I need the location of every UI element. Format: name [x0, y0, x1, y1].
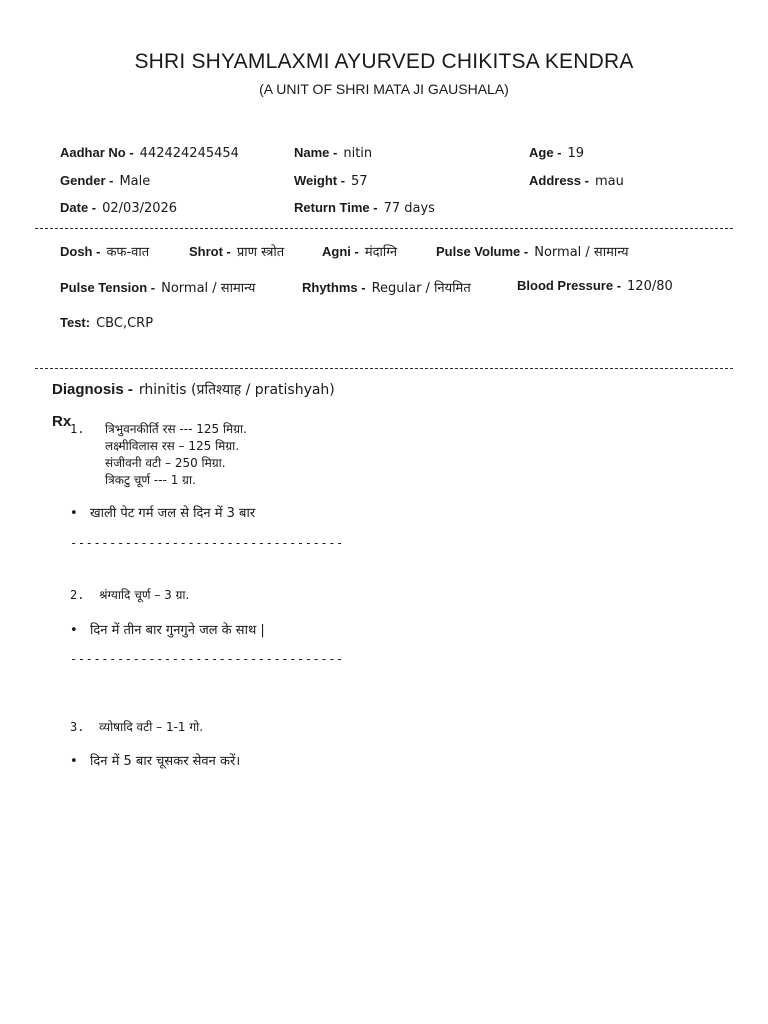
bullet-icon: • [70, 754, 78, 769]
aadhar-label: Aadhar No - [60, 145, 134, 160]
aadhar-field [60, 145, 239, 161]
diagnosis-label: Diagnosis - [52, 381, 133, 398]
agni-field [322, 242, 397, 260]
age-field [529, 145, 584, 161]
age-label: Age - [529, 145, 562, 160]
rhythms-value: Regular / नियमित [371, 281, 471, 296]
weight-field [294, 173, 368, 189]
test-value: CBC,CRP [96, 316, 154, 331]
gender-field [60, 173, 150, 189]
shrot-value: प्राण स्त्रोत [236, 245, 285, 260]
name-field [294, 145, 372, 161]
pulse-volume-field [436, 242, 629, 260]
dosh-value: कफ-वात [106, 245, 150, 260]
prescription-line: व्योषादि वटी – 1-1 गो. [99, 720, 204, 734]
address-value: mau [594, 174, 624, 189]
prescription-number: 3. [70, 720, 85, 734]
bullet-icon: • [70, 506, 78, 521]
agni-value: मंदाग्नि [364, 245, 398, 260]
return-time-field [294, 200, 435, 216]
pulse-tension-label: Pulse Tension - [60, 280, 156, 295]
pulse-volume-value: Normal / सामान्य [534, 245, 629, 260]
prescription-line: त्रिभुवनकीर्ति रस --- 125 मिग्रा. [105, 422, 247, 436]
instruction-text: खाली पेट गर्म जल से दिन में 3 बार [90, 506, 256, 521]
prescription-number: 1. [70, 422, 85, 436]
prescription-number: 2. [70, 588, 85, 602]
rhythms-label: Rhythms - [302, 280, 366, 295]
blood-pressure-label: Blood Pressure - [517, 278, 622, 293]
age-value: 19 [567, 146, 585, 161]
instruction-text: दिन में 5 बार चूसकर सेवन करें। [90, 754, 241, 769]
gender-label: Gender - [60, 173, 114, 188]
return-time-label: Return Time - [294, 200, 378, 215]
shrot-label: Shrot - [189, 244, 231, 259]
instruction-item [70, 751, 240, 769]
clinic-title: SHRI SHYAMLAXMI AYURVED CHIKITSA KENDRA [134, 50, 634, 73]
diagnosis-value: rhinitis (प्रतिश्याह / pratishyah) [138, 382, 335, 398]
blood-pressure-field [517, 278, 673, 294]
date-field [60, 200, 177, 216]
weight-value: 57 [351, 174, 368, 189]
blood-pressure-value: 120/80 [627, 279, 673, 294]
dosh-label: Dosh - [60, 244, 101, 259]
instruction-text: दिन में तीन बार गुनगुने जल के साथ | [90, 623, 265, 638]
prescription-line: श्रंग्यादि चूर्ण – 3 ग्रा. [99, 588, 190, 602]
instruction-item [70, 620, 265, 638]
diagnosis-field [52, 380, 335, 399]
test-label: Test: [60, 315, 91, 330]
dosh-field [60, 242, 149, 260]
rhythms-field [302, 278, 471, 296]
rx-symbol: Rx [52, 413, 72, 430]
prescription-separator: ----------------------------------- [70, 536, 344, 550]
pulse-tension-value: Normal / सामान्य [161, 281, 256, 296]
weight-label: Weight - [294, 173, 346, 188]
address-field [529, 173, 624, 189]
prescription-separator: ----------------------------------- [70, 652, 344, 666]
bullet-icon: • [70, 623, 78, 638]
prescription-line: संजीवनी वटी – 250 मिग्रा. [105, 456, 226, 470]
name-value: nitin [343, 146, 373, 161]
aadhar-value: 442424245454 [139, 146, 239, 161]
prescription-line: लक्ष्मीविलास रस – 125 मिग्रा. [105, 439, 240, 453]
section-divider [35, 228, 733, 229]
date-label: Date - [60, 200, 97, 215]
test-field [60, 315, 153, 331]
address-label: Address - [529, 173, 589, 188]
prescription-line: त्रिकटु चूर्ण --- 1 ग्रा. [105, 473, 196, 487]
pulse-volume-label: Pulse Volume - [436, 244, 529, 259]
date-value: 02/03/2026 [102, 201, 178, 216]
name-label: Name - [294, 145, 338, 160]
pulse-tension-field [60, 278, 255, 296]
return-time-value: 77 days [383, 201, 435, 216]
section-divider [35, 368, 733, 369]
instruction-item [70, 503, 255, 521]
agni-label: Agni - [322, 244, 359, 259]
clinic-subtitle: (A UNIT OF SHRI MATA JI GAUSHALA) [259, 81, 509, 97]
gender-value: Male [119, 174, 151, 189]
shrot-field [189, 242, 284, 260]
